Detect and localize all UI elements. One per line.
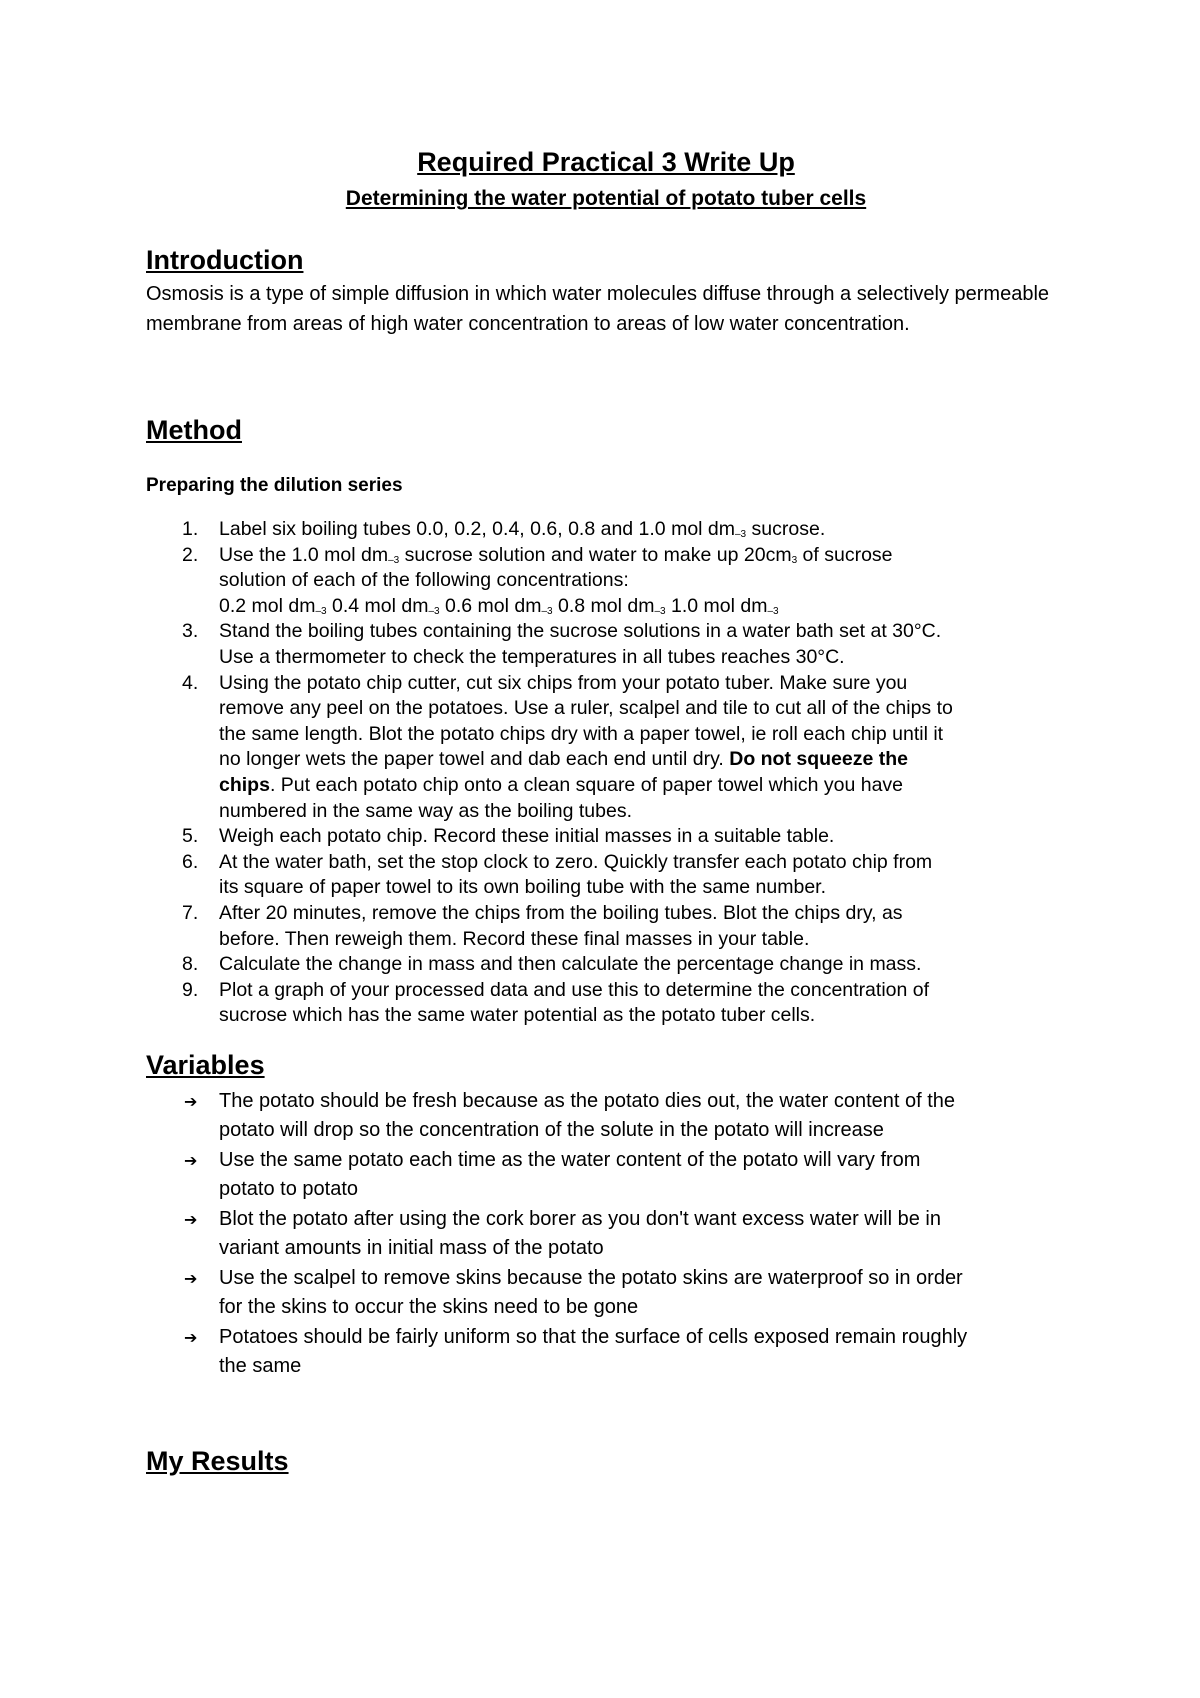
arrow-bullet-icon: ➔ xyxy=(184,1091,198,1111)
method-step: 1. Label six boiling tubes 0.0, 0.2, 0.4, 0.6, 0.8 and 1.0 mol $dm^{-3}$ sucrose. xyxy=(182,518,826,540)
arrow-bullet-icon: ➔ xyxy=(184,1268,198,1288)
variable-item: ➔ Potatoes should be fairly uniform so that the surface of cells exposed remain roughly the same xyxy=(146,1323,1066,1382)
method-step: 2. Use the 1.0 mol $dm^{-3}$ sucrose solution and water to make up $20cm^3$ of sucrose solution of each of the following concentrations: 0.2 mol $dm^{-3}$ 0.4 mol $dm^{-3}$ 0.6 mol $dm^{-3}$ 0.8 mol $dm^{-3}$ 1.0 mol $dm^{-3}$ xyxy=(146,543,1066,620)
arrow-bullet-icon: ➔ xyxy=(184,1150,198,1170)
method-subheading: Preparing the dilution series xyxy=(146,475,403,496)
introduction-heading: Introduction xyxy=(146,245,304,275)
method-step: 7. After 20 minutes, remove the chips from the boiling tubes. Blot the chips dry, as before. Then reweigh them. Record these final masses in your table. xyxy=(182,901,903,950)
method-step: 5. Weigh each potato chip. Record these initial masses in a suitable table. xyxy=(182,825,835,848)
variable-item: ➔ Use the same potato each time as the water content of the potato will vary from potato to potato xyxy=(146,1146,1066,1205)
results-heading: My Results xyxy=(146,1445,289,1476)
method-step: 4. Using the potato chip cutter, cut six chips from your potato tuber. Make sure you remove any peel on the potatoes. Use a ruler, scalpel and tile to cut all of the chips to the same length. Blot the potato chips dry with a paper towel, ie roll each chip until it no longer wets the paper towel and dab each end until dry. Do not squeeze the chips. Put each potato chip onto a clean square of paper towel which you have numbered in the same way as the boiling tubes. xyxy=(182,671,953,822)
method-step: 6. At the water bath, set the stop clock to zero. Quickly transfer each potato chip from its square of paper towel to its own boiling tube with the same number. xyxy=(182,850,933,899)
introduction-text: Osmosis is a type of simple diffusion in which water molecules diffuse through a selectively permeable membrane from areas of high water concentration to areas of low water concentration. xyxy=(146,283,1050,335)
document-content xyxy=(146,145,1066,1478)
method-heading: Method xyxy=(146,415,242,445)
method-step: 3. Stand the boiling tubes containing the sucrose solutions in a water bath set at 30°C. Use a thermometer to check the temperatures in all tubes reaches 30°C. xyxy=(182,620,942,668)
method-steps-list xyxy=(146,517,1066,1029)
method-step: 8. Calculate the change in mass and then calculate the percentage change in mass. xyxy=(182,953,922,976)
document-title: Required Practical 3 Write Up xyxy=(417,147,795,177)
variables-list xyxy=(146,1087,1066,1382)
arrow-bullet-icon: ➔ xyxy=(184,1209,198,1229)
variable-item: ➔ Blot the potato after using the cork borer as you don't want excess water will be in variant amounts in initial mass of the potato xyxy=(146,1205,1066,1264)
method-step: 9. Plot a graph of your processed data and use this to determine the concentration of sucrose which has the same water potential as the potato tuber cells. xyxy=(182,978,930,1027)
variable-item: ➔ Use the scalpel to remove skins because the potato skins are waterproof so in order for the skins to occur the skins need to be gone xyxy=(146,1264,1066,1323)
arrow-bullet-icon: ➔ xyxy=(184,1327,198,1347)
concentration-list: 0.2 mol $dm^{-3}$ 0.4 mol $dm^{-3}$ 0.6 mol $dm^{-3}$ 0.8 mol $dm^{-3}$ 1.0 mol $dm^{-3}$ xyxy=(219,594,779,617)
variable-item: ➔ The potato should be fresh because as the potato dies out, the water content of the potato will drop so the concentration of the solute in the potato will increase xyxy=(146,1087,1066,1146)
document-subtitle: Determining the water potential of potato tuber cells xyxy=(345,187,867,210)
variables-heading: Variables xyxy=(146,1049,265,1080)
